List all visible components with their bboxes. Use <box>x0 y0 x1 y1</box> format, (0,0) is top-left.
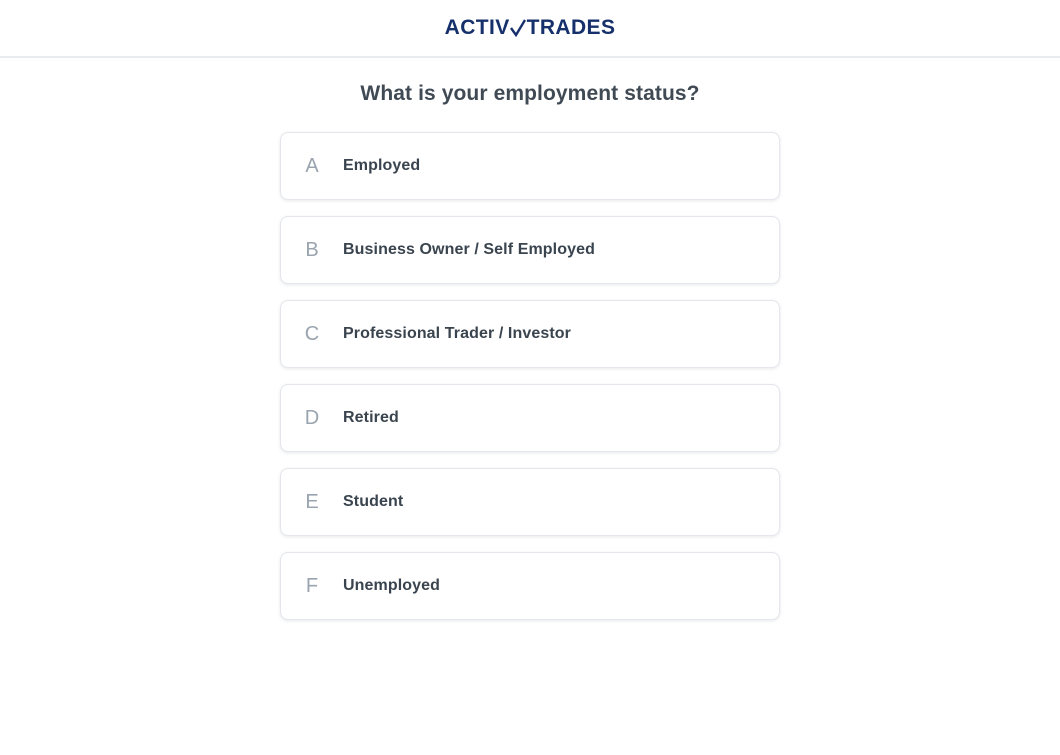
logo-text-trades: TRADES <box>526 16 616 39</box>
option-d[interactable] <box>280 384 780 452</box>
option-f[interactable] <box>280 552 780 620</box>
option-e[interactable] <box>280 468 780 536</box>
option-key-b: B <box>305 238 319 261</box>
option-key-c: C <box>304 322 320 345</box>
option-label-a: Employed <box>343 157 421 174</box>
activtrades-logo[interactable] <box>445 16 616 40</box>
option-label-f: Unemployed <box>343 577 441 594</box>
option-key-d: D <box>304 406 320 429</box>
page-title: What is your employment status? <box>360 82 700 105</box>
main-content <box>0 58 1060 620</box>
option-key-a: A <box>305 154 319 177</box>
option-a[interactable] <box>280 132 780 200</box>
option-label-e: Student <box>343 493 404 510</box>
option-c[interactable] <box>280 300 780 368</box>
option-label-d: Retired <box>343 409 399 426</box>
option-key-f: F <box>305 574 319 597</box>
option-label-b: Business Owner / Self Employed <box>343 241 595 258</box>
option-key-e: E <box>305 490 319 513</box>
option-b[interactable] <box>280 216 780 284</box>
option-label-c: Professional Trader / Investor <box>343 325 571 342</box>
page-header <box>0 0 1060 58</box>
options-list <box>280 132 780 620</box>
checkmark-icon <box>510 19 526 37</box>
logo-text-activ: ACTIV <box>444 16 510 39</box>
